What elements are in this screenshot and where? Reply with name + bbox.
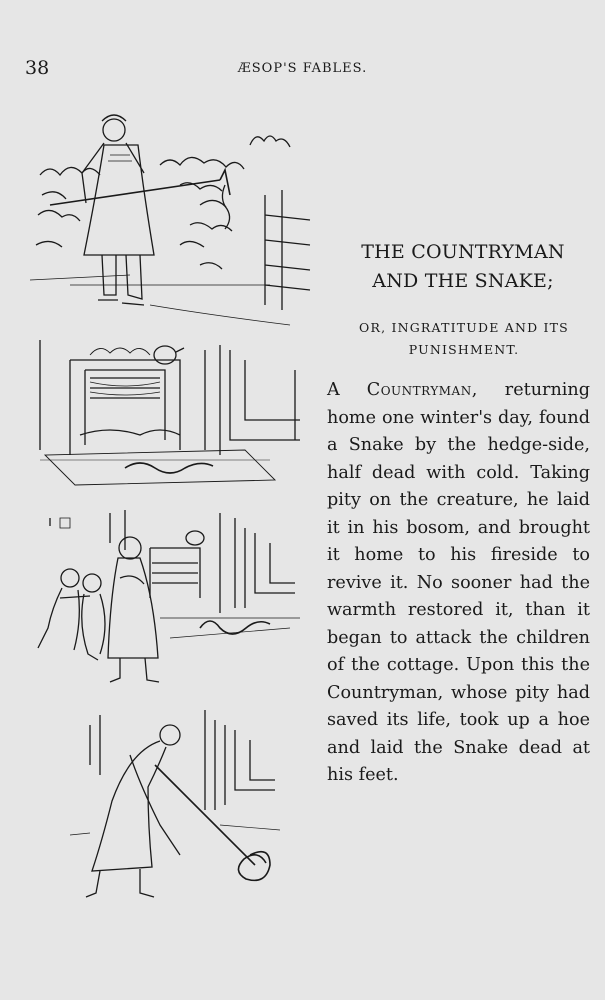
running-head — [0, 61, 605, 76]
illustration-column — [25, 100, 325, 900]
body-text: returning home one winter's day, found a Snake by the hedge-side, half dead with cold. Taking pity on the creature, he laid it in his bosom, and brought it home to his fireside to revive it. No sooner had the warmth restored it, than it began to attack the children of the cottage. Upon this the Countryman, whose pity had saved its life, took up a hoe and laid the Snake dead at his feet. — [327, 380, 590, 785]
running-head-text: ÆSOP'S FABLES. — [237, 61, 368, 76]
fable-title — [328, 238, 598, 296]
title-line-2: AND THE SNAKE; — [372, 270, 554, 292]
countryman-killing-snake-illustration — [60, 705, 350, 905]
fable-body — [327, 377, 590, 790]
body-smallcaps: Countryman, — [366, 380, 478, 400]
subtitle-line-2: PUNISHMENT. — [408, 342, 520, 357]
body-lead: A — [327, 380, 340, 400]
subtitle-line-1: OR, INGRATITUDE AND ITS — [359, 320, 569, 335]
snake-by-fireside-illustration — [30, 340, 320, 490]
snake-attacking-children-illustration — [20, 508, 310, 698]
page-number: 38 — [25, 57, 50, 79]
countryman-finding-snake-illustration — [30, 105, 320, 335]
fable-subtitle — [328, 317, 600, 361]
title-line-1: THE COUNTRYMAN — [361, 241, 565, 263]
